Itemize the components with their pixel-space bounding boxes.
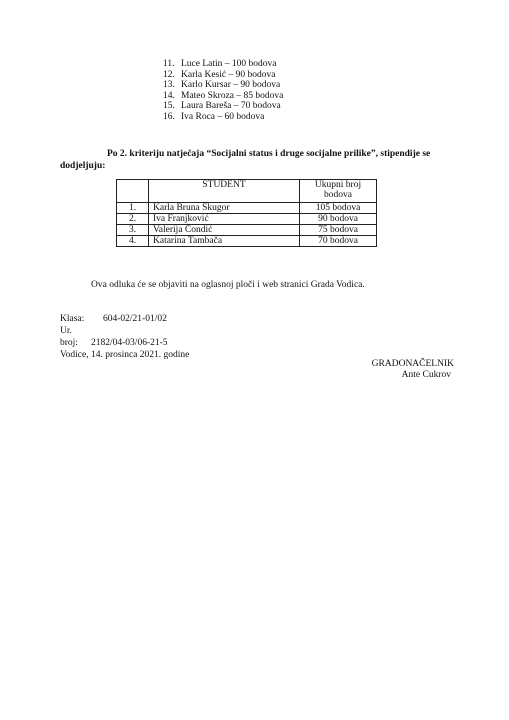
table-header-row bbox=[117, 180, 377, 203]
list-item: 16. Iva Roca – 60 bodova bbox=[163, 111, 265, 122]
header-student: STUDENT bbox=[149, 180, 300, 203]
header-number bbox=[117, 180, 149, 203]
list-item: 15. Laura Bareša – 70 bodova bbox=[163, 101, 281, 112]
ranked-student-list bbox=[163, 59, 283, 123]
urbroj-line: Ur. broj: 2182/04-03/06-21-5 bbox=[60, 326, 168, 348]
date-line: Vodice, 14. prosinca 2021. godine bbox=[60, 350, 190, 360]
list-item: 13. Karlo Kursar – 90 bodova bbox=[163, 80, 281, 91]
signatory-name: Ante Cukrov bbox=[401, 370, 451, 380]
klasa-line: Klasa: 604-02/21-01/02 bbox=[60, 314, 167, 324]
table-row: 3. Valerija Čondić 75 bodova bbox=[117, 225, 377, 236]
table-row: 1. Karla Bruna Škugor 105 bodova bbox=[117, 203, 377, 214]
table-row: 4. Katarina Tambača 70 bodova bbox=[117, 236, 377, 247]
list-item: 14. Mateo Skroza – 85 bodova bbox=[163, 90, 284, 101]
publication-notice: Ova odluka će se objaviti na oglasnoj ploči i web stranici Grada Vodica. bbox=[91, 280, 365, 290]
document-metadata bbox=[60, 313, 189, 361]
signatory-title: GRADONAČELNIK bbox=[371, 359, 454, 369]
student-table bbox=[116, 179, 377, 247]
header-points: Ukupni broj bodova bbox=[300, 180, 377, 203]
criterion-heading: Po 2. kriteriju natječaja “Socijalni status i druge socijalne prilike”, stipendije se dodjeljuju: bbox=[60, 149, 431, 171]
signature-block bbox=[372, 359, 454, 381]
table-row: 2. Iva Franjković 90 bodova bbox=[117, 214, 377, 225]
list-item: 12. Karla Kesić – 90 bodova bbox=[163, 69, 276, 80]
list-item: 11. Luce Latin – 100 bodova bbox=[163, 59, 277, 69]
